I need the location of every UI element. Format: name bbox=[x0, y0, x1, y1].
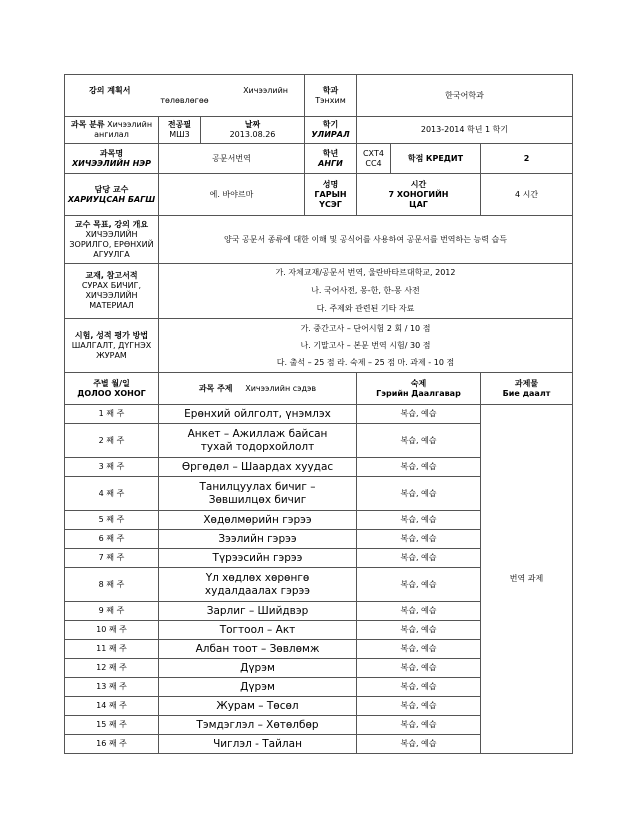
course-label-cell bbox=[65, 144, 159, 174]
goal-value: 양국 공문서 종류에 대한 이해 및 공식어를 사용하여 공문서를 번역하는 능력 습득 bbox=[159, 216, 573, 264]
week-cell: 1 째 주 bbox=[65, 405, 159, 424]
hw-cell: 복습, 예습 bbox=[357, 678, 481, 697]
time-label-cell bbox=[357, 174, 481, 216]
grading-label-cell bbox=[65, 319, 159, 373]
topic-header-cell bbox=[159, 373, 357, 405]
time-mn-2: ЦАГ bbox=[409, 199, 428, 209]
week-header-mn: ДОЛОО ХОНОГ bbox=[77, 388, 146, 398]
goal-label-cell bbox=[65, 216, 159, 264]
task-header-mn: Бие даалт bbox=[502, 388, 551, 398]
grading-value-cell bbox=[159, 319, 573, 373]
week-cell: 9 째 주 bbox=[65, 602, 159, 621]
dept-label-cell bbox=[305, 75, 357, 117]
hw-cell: 복습, 예습 bbox=[357, 568, 481, 602]
materials-line-1: 가. 자체교재/공문서 번역, 울란바타르대학교, 2012 bbox=[275, 268, 456, 277]
task-value: 번역 과제 bbox=[481, 405, 573, 754]
syllabus-table bbox=[64, 74, 573, 754]
schedule-header-row bbox=[65, 373, 573, 405]
course-mn: ХИЧЭЭЛИЙН НЭР bbox=[71, 158, 151, 168]
grading-line-2: 나. 기말고사 – 본문 번역 시험/ 30 점 bbox=[300, 341, 431, 350]
week-header-ko: 주별 월/일 bbox=[93, 378, 130, 388]
week-cell: 15 째 주 bbox=[65, 716, 159, 735]
hw-cell: 복습, 예습 bbox=[357, 424, 481, 458]
topic-cell: Зарлиг – Шийдвэр bbox=[159, 602, 357, 621]
header-row bbox=[65, 75, 573, 117]
plan-mn-1: Хичээлийн bbox=[243, 85, 288, 95]
week-cell: 7 째 주 bbox=[65, 549, 159, 568]
week-row bbox=[65, 405, 573, 424]
materials-line-3: 다. 주제와 관련된 기타 자료 bbox=[316, 304, 415, 313]
week-cell: 4 째 주 bbox=[65, 477, 159, 511]
grading-ko: 시험, 성적 평가 방법 bbox=[74, 330, 149, 340]
week-cell: 14 째 주 bbox=[65, 697, 159, 716]
credit-ko: 학점 bbox=[407, 153, 424, 163]
grade-value-cell bbox=[357, 144, 391, 174]
plan-mn-2: төлөвлөгөө bbox=[160, 95, 209, 105]
hw-cell: 복습, 예습 bbox=[357, 735, 481, 754]
topic-header-mn: Хичээлийн сэдэв bbox=[245, 383, 317, 393]
date-ko: 날짜 bbox=[244, 120, 261, 129]
task-header-cell bbox=[481, 373, 573, 405]
professor-row bbox=[65, 174, 573, 216]
grade-ko: 학년 bbox=[322, 148, 339, 158]
hw-cell: 복습, 예습 bbox=[357, 458, 481, 477]
week-cell: 13 째 주 bbox=[65, 678, 159, 697]
week-header-cell bbox=[65, 373, 159, 405]
date-cell bbox=[201, 117, 305, 144]
materials-label-cell bbox=[65, 264, 159, 319]
week-cell: 2 째 주 bbox=[65, 424, 159, 458]
time-value: 4 시간 bbox=[481, 174, 573, 216]
dept-ko: 학과 bbox=[322, 85, 339, 95]
week-cell: 10 째 주 bbox=[65, 621, 159, 640]
materials-mn-1: СУРАХ БИЧИГ, bbox=[81, 281, 142, 290]
goal-mn-3: АГУУЛГА bbox=[93, 249, 130, 259]
topic-cell: Анкет – Ажиллаж байсан тухай тодорхойлолт bbox=[159, 424, 357, 458]
grading-mn-1: ШАЛГАЛТ, ДҮГНЭХ bbox=[71, 340, 152, 350]
major-value: МШ3 bbox=[169, 130, 190, 139]
topic-header-ko: 과목 주제 bbox=[198, 383, 233, 393]
category-ko: 과목 분류 bbox=[70, 120, 105, 129]
credit-label-cell bbox=[391, 144, 481, 174]
materials-line-2: 나. 국어사전, 몽-한, 한-몽 사전 bbox=[311, 286, 420, 295]
plan-ko: 강의 계획서 bbox=[89, 85, 131, 95]
grading-line-1: 가. 중간고사 – 단어시험 2 회 / 10 점 bbox=[300, 324, 431, 333]
goal-ko: 교수 목표, 강의 개요 bbox=[74, 219, 149, 229]
category-mn-1: Хичээлийн bbox=[107, 120, 153, 129]
topic-cell: Түрээсийн гэрээ bbox=[159, 549, 357, 568]
week-cell: 6 째 주 bbox=[65, 530, 159, 549]
goal-mn-2: ЗОРИЛГО, ЕРӨНХИЙ bbox=[69, 239, 154, 249]
grade-value-1: СХТ4 bbox=[362, 148, 385, 158]
time-ko: 시간 bbox=[410, 179, 427, 189]
credit-mn: КРЕДИТ bbox=[425, 153, 464, 163]
hw-header-ko: 숙제 bbox=[410, 378, 427, 388]
hw-header-cell bbox=[357, 373, 481, 405]
hw-header-mn: Гэрийн Даалгавар bbox=[376, 388, 461, 398]
hw-cell: 복습, 예습 bbox=[357, 640, 481, 659]
date-value: 2013.08.26 bbox=[229, 130, 276, 139]
credit-value: 2 bbox=[481, 144, 573, 174]
topic-cell: Тэмдэглэл – Хөтөлбөр bbox=[159, 716, 357, 735]
materials-row bbox=[65, 264, 573, 319]
topic-cell: Танилцуулах бичиг – Зөвшилцөх бичиг bbox=[159, 477, 357, 511]
time-mn-1: 7 ХОНОГИЙН bbox=[388, 189, 449, 199]
materials-ko: 교재, 참고서적 bbox=[85, 271, 138, 280]
hw-cell: 복습, 예습 bbox=[357, 621, 481, 640]
semester-ko: 학기 bbox=[322, 120, 339, 129]
semester-label-cell bbox=[305, 117, 357, 144]
hw-cell: 복습, 예습 bbox=[357, 716, 481, 735]
hw-cell: 복습, 예습 bbox=[357, 697, 481, 716]
professor-value: 에. 바야르마 bbox=[159, 174, 305, 216]
grading-row bbox=[65, 319, 573, 373]
course-row bbox=[65, 144, 573, 174]
name-mn-2: ҮСЭГ bbox=[319, 199, 342, 209]
major-cell bbox=[159, 117, 201, 144]
topic-cell: Ерөнхий ойлголт, үнэмлэх bbox=[159, 405, 357, 424]
hw-cell: 복습, 예습 bbox=[357, 602, 481, 621]
topic-cell: Үл хөдлөх хөрөнгө худалдаалах гэрээ bbox=[159, 568, 357, 602]
topic-cell: Зээлийн гэрээ bbox=[159, 530, 357, 549]
name-mn-1: ГАРЫН bbox=[314, 189, 347, 199]
course-ko: 과목명 bbox=[99, 148, 124, 158]
week-cell: 16 째 주 bbox=[65, 735, 159, 754]
major-ko: 전공필 bbox=[167, 120, 192, 129]
hw-cell: 복습, 예습 bbox=[357, 659, 481, 678]
category-row bbox=[65, 117, 573, 144]
category-label-cell bbox=[65, 117, 159, 144]
task-header-ko: 과제물 bbox=[514, 378, 539, 388]
week-cell: 11 째 주 bbox=[65, 640, 159, 659]
hw-cell: 복습, 예습 bbox=[357, 511, 481, 530]
topic-cell: Хөдөлмөрийн гэрээ bbox=[159, 511, 357, 530]
professor-label-cell bbox=[65, 174, 159, 216]
dept-mn: Тэнхим bbox=[315, 95, 346, 105]
semester-value: 2013-2014 학년 1 학기 bbox=[357, 117, 573, 144]
goal-mn-1: ХИЧЭЭЛИЙН bbox=[85, 229, 138, 239]
topic-cell: Дүрэм bbox=[159, 659, 357, 678]
week-cell: 5 째 주 bbox=[65, 511, 159, 530]
hw-cell: 복습, 예습 bbox=[357, 530, 481, 549]
materials-mn-2: ХИЧЭЭЛИЙН bbox=[85, 291, 138, 300]
goal-row bbox=[65, 216, 573, 264]
hw-cell: 복습, 예습 bbox=[357, 405, 481, 424]
semester-mn: УЛИРАЛ bbox=[311, 130, 350, 139]
materials-value-cell bbox=[159, 264, 573, 319]
professor-ko: 담당 교수 bbox=[94, 184, 129, 194]
course-value: 공문서번역 bbox=[159, 144, 305, 174]
hw-cell: 복습, 예습 bbox=[357, 549, 481, 568]
category-mn-2: ангилал bbox=[94, 130, 129, 139]
name-label-cell bbox=[305, 174, 357, 216]
week-cell: 3 째 주 bbox=[65, 458, 159, 477]
topic-cell: Чиглэл - Тайлан bbox=[159, 735, 357, 754]
week-cell: 12 째 주 bbox=[65, 659, 159, 678]
grade-mn: АНГИ bbox=[318, 158, 343, 168]
grading-mn-2: ЖУРАМ bbox=[96, 350, 127, 360]
topic-cell: Тогтоол – Акт bbox=[159, 621, 357, 640]
grade-value-2: СС4 bbox=[365, 158, 382, 168]
topic-cell: Дүрэм bbox=[159, 678, 357, 697]
professor-mn: ХАРИУЦСАН БАГШ bbox=[67, 194, 156, 204]
plan-cell bbox=[65, 75, 305, 117]
name-ko: 성명 bbox=[322, 179, 339, 189]
topic-cell: Өргөдөл – Шаардах хуудас bbox=[159, 458, 357, 477]
week-cell: 8 째 주 bbox=[65, 568, 159, 602]
topic-cell: Албан тоот – Зөвлөмж bbox=[159, 640, 357, 659]
hw-cell: 복습, 예습 bbox=[357, 477, 481, 511]
materials-mn-3: МАТЕРИАЛ bbox=[89, 301, 134, 310]
topic-cell: Журам – Төсөл bbox=[159, 697, 357, 716]
dept-value: 한국어학과 bbox=[357, 75, 573, 117]
grading-line-3: 다. 출석 – 25 점 라. 숙제 – 25 점 마. 과제 - 10 점 bbox=[276, 358, 455, 367]
grade-label-cell bbox=[305, 144, 357, 174]
